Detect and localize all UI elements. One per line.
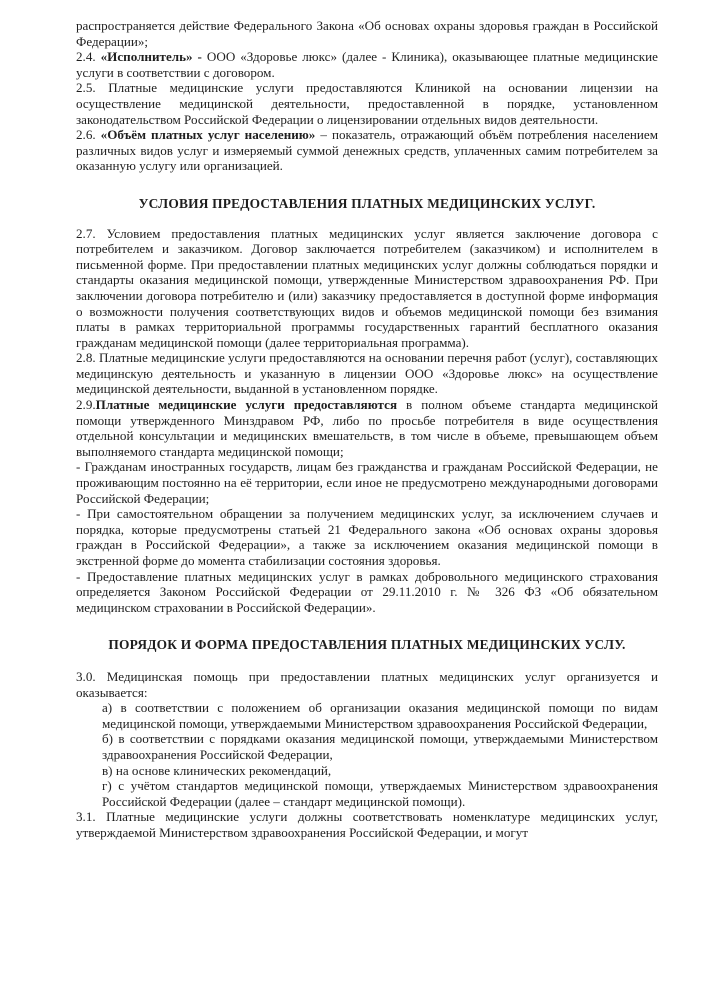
- section-heading-order: ПОРЯДОК И ФОРМА ПРЕДОСТАВЛЕНИЯ ПЛАТНЫХ МЕДИЦИНСКИХ УСЛУ.: [108, 637, 626, 653]
- paragraph-2-8: 2.8. Платные медицинские услуги предоставляются на основании перечня работ (услуг), составляющих медицинскую деятельность и указанную в лицензии ООО «Здоровье люкс» на осуществление медицинской деятельности, выданной в установленном порядке.: [76, 350, 658, 397]
- clause-text: в полном объеме стандарта медицинской помощи утвержденного Минздравом РФ, либо по просьбе потребителя в виде осуществления отдельной консультации и медицинских вмешательств, в том числе в объеме, превышающем объем выполняемого стандарта медицинской помощи;: [76, 397, 658, 459]
- list-item-g: г) с учётом стандартов медицинской помощи, утверждаемых Министерством здравоохранения Российской Федерации (далее – стандарт медицинской помощи).: [102, 778, 658, 809]
- list-item-voluntary-insurance: - Предоставление платных медицинских услуг в рамках добровольного медицинского страхования определяется Законом Российской Федерации от 29.11.2010 г. № 326 ФЗ «Об обязательном медицинском страховании в Российской Федерации».: [76, 568, 658, 615]
- paragraph-2-6: [76, 127, 658, 174]
- list-item-self-referral: - При самостоятельном обращении за получением медицинских услуг, за исключением случаев и порядка, которые предусмотрены статьей 21 Федерального закона «Об основах охраны здоровья граждан в Российской Федерации», а также за исключением оказания медицинской помощи в экстренной форме до момента стабилизации состояния здоровья.: [76, 506, 658, 568]
- paragraph-3-1: 3.1. Платные медицинские услуги должны соответствовать номенклатуре медицинских услуг, утверждаемой Министерством здравоохранения Российской Федерации, и могут: [76, 809, 658, 840]
- list-item-foreign-citizens: - Гражданам иностранных государств, лицам без гражданства и гражданам Российской Федерации, не проживающим постоянно на её территории, если иное не предусмотрено международными договорами Российской Федерации;: [76, 459, 658, 506]
- section-heading-conditions: УСЛОВИЯ ПРЕДОСТАВЛЕНИЯ ПЛАТНЫХ МЕДИЦИНСКИХ УСЛУГ.: [138, 195, 596, 211]
- defined-term: «Объём платных услуг населению»: [100, 127, 316, 143]
- paragraph-intro-continuation: распространяется действие Федерального Закона «Об основах охраны здоровья граждан в Российской Федерации»;: [76, 18, 658, 49]
- clause-text: ООО «Здоровье люкс» (далее - Клиника), оказывающее платные медицинские услуги в соответствии с договором.: [76, 49, 658, 80]
- clause-text: – показатель, отражающий объём потребления населением различных видов услуг и измеряемый суммой денежных средств, уплаченных самим потребителем за оказанную услугу или организацией.: [76, 127, 658, 174]
- list-item-a: а) в соответствии с положением об организации оказания медицинской помощи по видам медицинской помощи, утверждаемыми Министерством здравоохранения Российской Федерации,: [102, 700, 658, 731]
- clause-number: 2.4.: [76, 49, 101, 65]
- clause-number: 2.6.: [76, 127, 101, 143]
- list-item-v: в) на основе клинических рекомендаций,: [102, 762, 332, 778]
- defined-term: «Исполнитель» -: [100, 49, 207, 65]
- paragraph-3-0: 3.0. Медицинская помощь при предоставлении платных медицинских услуг организуется и оказывается:: [76, 668, 658, 700]
- paragraph-2-5: 2.5. Платные медицинские услуги предоставляются Клиникой на основании лицензии на осуществление медицинской деятельности, предоставленной в порядке, установленном законодательством Российской Федерации о лицензировании отдельных видов деятельности.: [76, 80, 658, 127]
- paragraph-2-9: [76, 397, 658, 459]
- paragraph-2-7: 2.7. Условием предоставления платных медицинских услуг является заключение договора с потребителем и заказчиком. Договор заключается потребителем (заказчиком) и исполнителем в письменной форме. При предоставлении платных медицинских услуг должны соблюдаться порядки и стандарты оказания медицинской помощи, утвержденные Министерством здравоохранения РФ. При заключении договора потребителю и (или) заказчику предоставляется в доступной форме информация о возможности получения соответствующих видов и объемов медицинской помощи без взимания платы в рамках территориальной программы государственных гарантий бесплатного оказания гражданам медицинской помощи (далее территориальная программа).: [76, 225, 658, 350]
- paragraph-2-4: [76, 49, 658, 80]
- list-item-b: б) в соответствии с порядками оказания медицинской помощи, утверждаемыми Министерством здравоохранения Российской Федерации,: [102, 731, 658, 762]
- defined-term: Платные медицинские услуги предоставляются: [95, 397, 398, 413]
- clause-number: 2.9.: [76, 397, 96, 413]
